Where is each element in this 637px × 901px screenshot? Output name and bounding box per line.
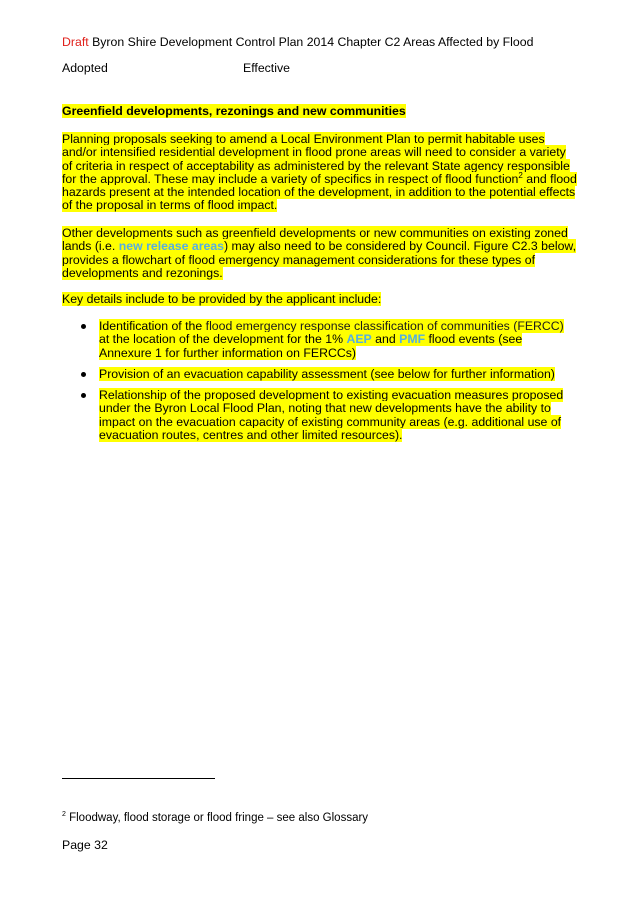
- paragraph-other-developments: Other developments such as greenfield developments or new communities on existing zoned lands (i.e. new release areas) may also need to be considered by Council. Figure C2.3 below, provides a flowchart of flood emergency management considerations for these types of developments and rezonings.: [62, 226, 577, 280]
- page-header: [62, 35, 533, 49]
- list-item: Identification of the flood emergency response classification of communities (FERCC) at the location of the development for the 1% AEP and PMF flood events (see Annexure 1 for further information on FERCCs): [62, 320, 577, 360]
- draft-label: Draft: [62, 35, 89, 49]
- key-details-list: [62, 320, 577, 450]
- paragraph-planning-proposals: Planning proposals seeking to amend a Local Environment Plan to permit habitable uses and/or intensified residential development in flood prone areas will need to consider a variety of criteria in respect of acceptability as administered by the relevant State agency responsible for the approval. These may include a variety of specifics in respect of flood function$^2$ and flood hazards present at the intended location of the development, in addition to the potential effects of the proposal in terms of flood impact.: [62, 132, 577, 213]
- fercc-link[interactable]: flood emergency response classification of communities (FERCC): [205, 319, 564, 333]
- section-heading: Greenfield developments, rezonings and new communities: [62, 104, 406, 118]
- paragraph-key-details: Key details include to be provided by the applicant include:: [62, 292, 382, 306]
- page-number: Page 32: [62, 838, 108, 852]
- footnote-text: Floodway, flood storage or flood fringe – see also Glossary: [65, 811, 369, 824]
- footnote-number: 2: [62, 811, 66, 818]
- footnote: [62, 811, 368, 824]
- effective-label: Effective: [243, 61, 290, 75]
- header-title: Byron Shire Development Control Plan 2014 Chapter C2 Areas Affected by Flood: [88, 35, 534, 49]
- bullet-icon: [80, 368, 88, 381]
- bullet-icon: [80, 389, 88, 402]
- adopted-label: Adopted: [62, 61, 108, 75]
- list-item: Relationship of the proposed development to existing evacuation measures proposed under the Byron Local Flood Plan, noting that new developments have the ability to impact on the evacuation capacity of existing community areas (e.g. additional use of evacuation routes, centres and other limited resources).: [62, 389, 577, 442]
- footnote-divider: [62, 778, 215, 779]
- footnote-reference[interactable]: 2: [518, 170, 523, 180]
- list-item: Provision of an evacuation capability assessment (see below for further information): [62, 368, 577, 381]
- pmf-link[interactable]: PMF: [399, 332, 426, 347]
- new-release-areas-link[interactable]: new release areas: [118, 239, 225, 254]
- aep-link[interactable]: AEP: [346, 332, 372, 347]
- bullet-icon: [80, 320, 88, 333]
